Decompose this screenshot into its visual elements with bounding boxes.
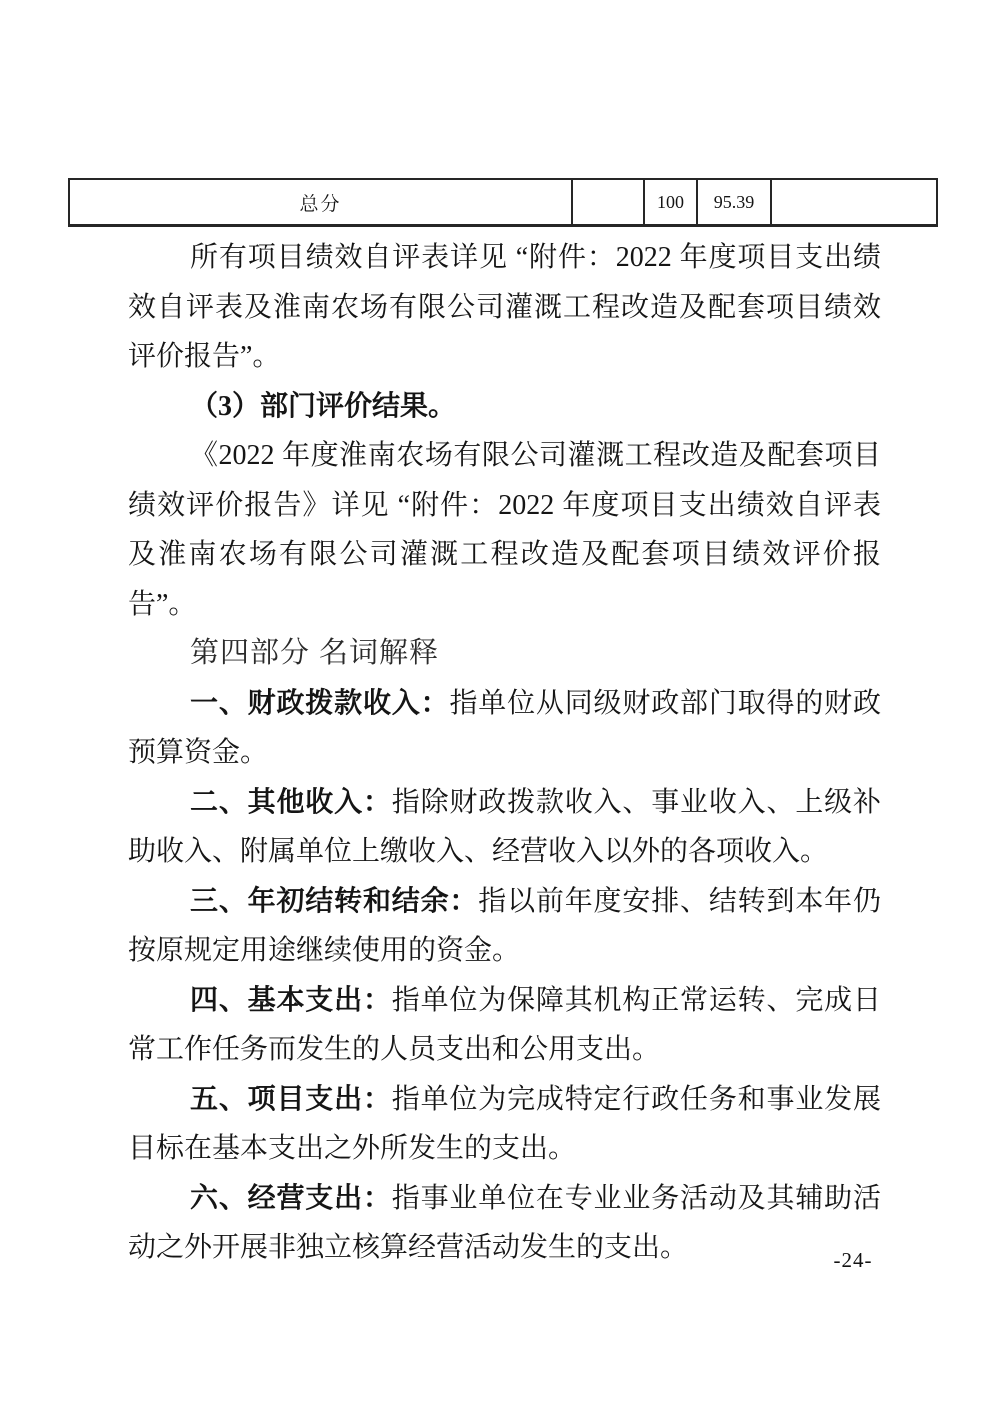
- term-label: 一、财政拨款收入：: [190, 687, 450, 719]
- document-body: [128, 233, 881, 1273]
- term-label: 二、其他收入：: [190, 786, 392, 818]
- score-table-total-row: [69, 179, 937, 226]
- max-score-cell: 100: [644, 179, 697, 226]
- term-definition: 指事业单位在专业业务活动及其辅助活动之外开展非独立核算经营活动发生的支出。: [128, 1182, 881, 1263]
- term-definition: 指单位为完成特定行政任务和事业发展目标在基本支出之外所发生的支出。: [128, 1083, 881, 1164]
- term-definition: 指单位从同级财政部门取得的财政预算资金。: [128, 687, 881, 768]
- term-item-fiscal-appropriation-income: [128, 679, 881, 778]
- term-item-basic-expenditure: [128, 976, 881, 1075]
- term-label: 四、基本支出：: [190, 984, 392, 1016]
- term-item-other-income: [128, 778, 881, 877]
- term-definition: 指除财政拨款收入、事业收入、上级补助收入、附属单位上缴收入、经营收入以外的各项收入。: [128, 786, 881, 867]
- term-definition: 指以前年度安排、结转到本年仍按原规定用途继续使用的资金。: [128, 885, 881, 966]
- term-label: 六、经营支出：: [190, 1182, 392, 1214]
- empty-cell: [771, 179, 937, 226]
- term-definition: 指单位为保障其机构正常运转、完成日常工作任务而发生的人员支出和公用支出。: [128, 984, 881, 1065]
- term-label: 五、项目支出：: [190, 1083, 392, 1115]
- total-score-label-cell: 总分: [69, 179, 572, 226]
- para-attachment-note: 所有项目绩效自评表详见 “附件：2022 年度项目支出绩效自评表及淮南农场有限公司灌溉工程改造及配套项目绩效评价报告”。: [128, 242, 881, 372]
- empty-cell: [572, 179, 644, 226]
- score-table: [68, 178, 938, 227]
- term-item-project-expenditure: [128, 1075, 881, 1174]
- page-number: -24-: [833, 1248, 873, 1272]
- term-item-operating-expenditure: [128, 1174, 881, 1273]
- actual-score-cell: 95.39: [697, 179, 771, 226]
- para-dept-eval-report: 《2022 年度淮南农场有限公司灌溉工程改造及配套项目绩效评价报告》详见 “附件：2022 年度项目支出绩效自评表及淮南农场有限公司灌溉工程改造及配套项目绩效评价报告”。: [128, 440, 881, 620]
- heading-dept-eval-result: （3）部门评价结果。: [190, 390, 457, 422]
- term-item-carryover-balance: [128, 877, 881, 976]
- section-title-part4: 第四部分 名词解释: [190, 637, 440, 669]
- term-label: 三、年初结转和结余：: [190, 885, 479, 917]
